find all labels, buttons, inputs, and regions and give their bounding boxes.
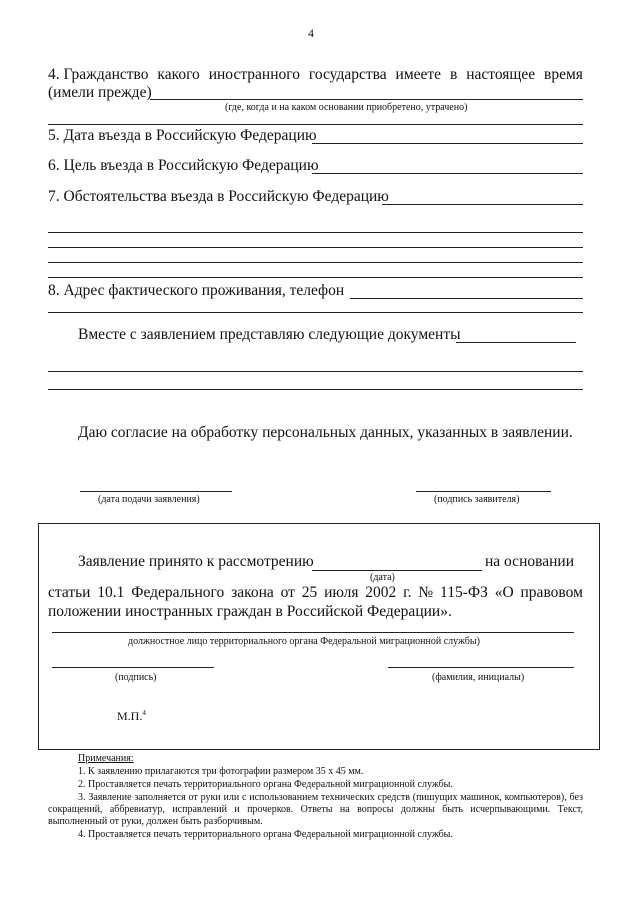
question-7-extra-line-3[interactable]: [48, 262, 583, 263]
question-4-word: государства: [308, 66, 387, 83]
question-4-word: иностранного: [208, 66, 300, 83]
stamp-placeholder: [117, 706, 146, 723]
law-reference-word: правовом: [520, 584, 583, 601]
question-7-answer-line[interactable]: [382, 204, 583, 205]
question-5-label: 5. Дата въезда в Российскую Федерацию: [48, 127, 317, 144]
stamp-label: М.П.: [117, 709, 143, 723]
question-7-extra-line-4[interactable]: [48, 277, 583, 278]
accepted-date-label: (дата): [370, 572, 395, 583]
applicant-signature-label: (подпись заявителя): [434, 494, 520, 505]
question-7-label: 7. Обстоятельства въезда в Российскую Федерацию: [48, 188, 389, 205]
question-8-answer-line[interactable]: [350, 298, 583, 299]
law-reference-word: г.: [403, 584, 412, 601]
question-4-line1: [48, 66, 583, 84]
law-reference-word: Федерального: [131, 584, 225, 601]
law-reference-line2: положении иностранных граждан в Российской Федерации».: [48, 603, 452, 620]
note-1: 1. К заявлению прилагаются три фотографии размером 35 х 45 мм.: [78, 766, 364, 777]
question-6-answer-line[interactable]: [312, 173, 583, 174]
question-6-label: 6. Цель въезда в Российскую Федерацию: [48, 157, 319, 174]
law-reference-word: июля: [324, 584, 359, 601]
question-4-word: настоящее: [466, 66, 536, 83]
applicant-signature-line[interactable]: [416, 491, 551, 492]
law-reference-word: 25: [301, 584, 318, 601]
on-basis-label: на основании: [485, 553, 574, 570]
note-4: 4. Проставляется печать территориального органа Федеральной миграционной службы.: [78, 829, 453, 840]
application-date-label: (дата подачи заявления): [98, 494, 200, 505]
note-3: 3. Заявление заполняется от руки или с использованием технических средств (пишущих машинок, компьютеров), без сокращений, аббревиатур, исправлений и прочерков. Ответы на вопросы должны быть исчерпывающими. Текст, выполненный от руки, должен быть разборчивым.: [48, 792, 583, 828]
law-reference-word: 2002: [365, 584, 397, 601]
official-label: должностное лицо территориального органа Федеральной миграционной службы): [128, 636, 480, 647]
notes-title: Примечания:: [78, 753, 134, 764]
accepted-date-line[interactable]: [312, 570, 482, 571]
documents-extra-line-2[interactable]: [48, 389, 583, 390]
question-4-word: в: [449, 66, 458, 83]
question-4-word: 4. Гражданство: [48, 66, 149, 83]
official-signature-label: (подпись): [115, 672, 157, 683]
question-7-extra-line-2[interactable]: [48, 247, 583, 248]
question-8-extra-line[interactable]: [48, 312, 583, 313]
question-5-answer-line[interactable]: [312, 143, 583, 144]
application-date-line[interactable]: [80, 491, 232, 492]
law-reference-word: «О: [494, 584, 514, 601]
question-4-word: какого: [157, 66, 200, 83]
page-number: 4: [308, 26, 314, 40]
law-reference-line1: [48, 584, 583, 602]
question-4-word: время: [544, 66, 583, 83]
question-4-answer-line[interactable]: [150, 99, 583, 100]
law-reference-word: от: [280, 584, 295, 601]
official-name-line[interactable]: [52, 632, 574, 633]
official-fullname-label: (фамилия, инициалы): [432, 672, 525, 683]
law-reference-word: №: [418, 584, 434, 601]
law-reference-word: статьи: [48, 584, 91, 601]
documents-extra-line-1[interactable]: [48, 371, 583, 372]
consent-statement: Даю согласие на обработку персональных данных, указанных в заявлении.: [78, 424, 573, 441]
note-2: 2. Проставляется печать территориального органа Федеральной миграционной службы.: [78, 779, 453, 790]
question-4-hint: (где, когда и на каком основании приобретено, утрачено): [225, 102, 468, 113]
stamp-footnote-mark: 4: [142, 709, 146, 717]
law-reference-word: 115-ФЗ: [440, 584, 488, 601]
question-4-word: имеете: [395, 66, 442, 83]
question-4-line2: (имели прежде): [48, 84, 152, 101]
question-7-extra-line-1[interactable]: [48, 232, 583, 233]
question-8-label: 8. Адрес фактического проживания, телефон: [48, 282, 345, 299]
law-reference-word: закона: [231, 584, 274, 601]
law-reference-word: 10.1: [97, 584, 125, 601]
official-fullname-line[interactable]: [388, 667, 574, 668]
documents-answer-line[interactable]: [456, 342, 576, 343]
accepted-label: Заявление принято к рассмотрению: [78, 553, 314, 570]
official-signature-line[interactable]: [52, 667, 214, 668]
question-4-extra-line[interactable]: [48, 124, 583, 125]
documents-label: Вместе с заявлением представляю следующие документы: [78, 326, 461, 343]
